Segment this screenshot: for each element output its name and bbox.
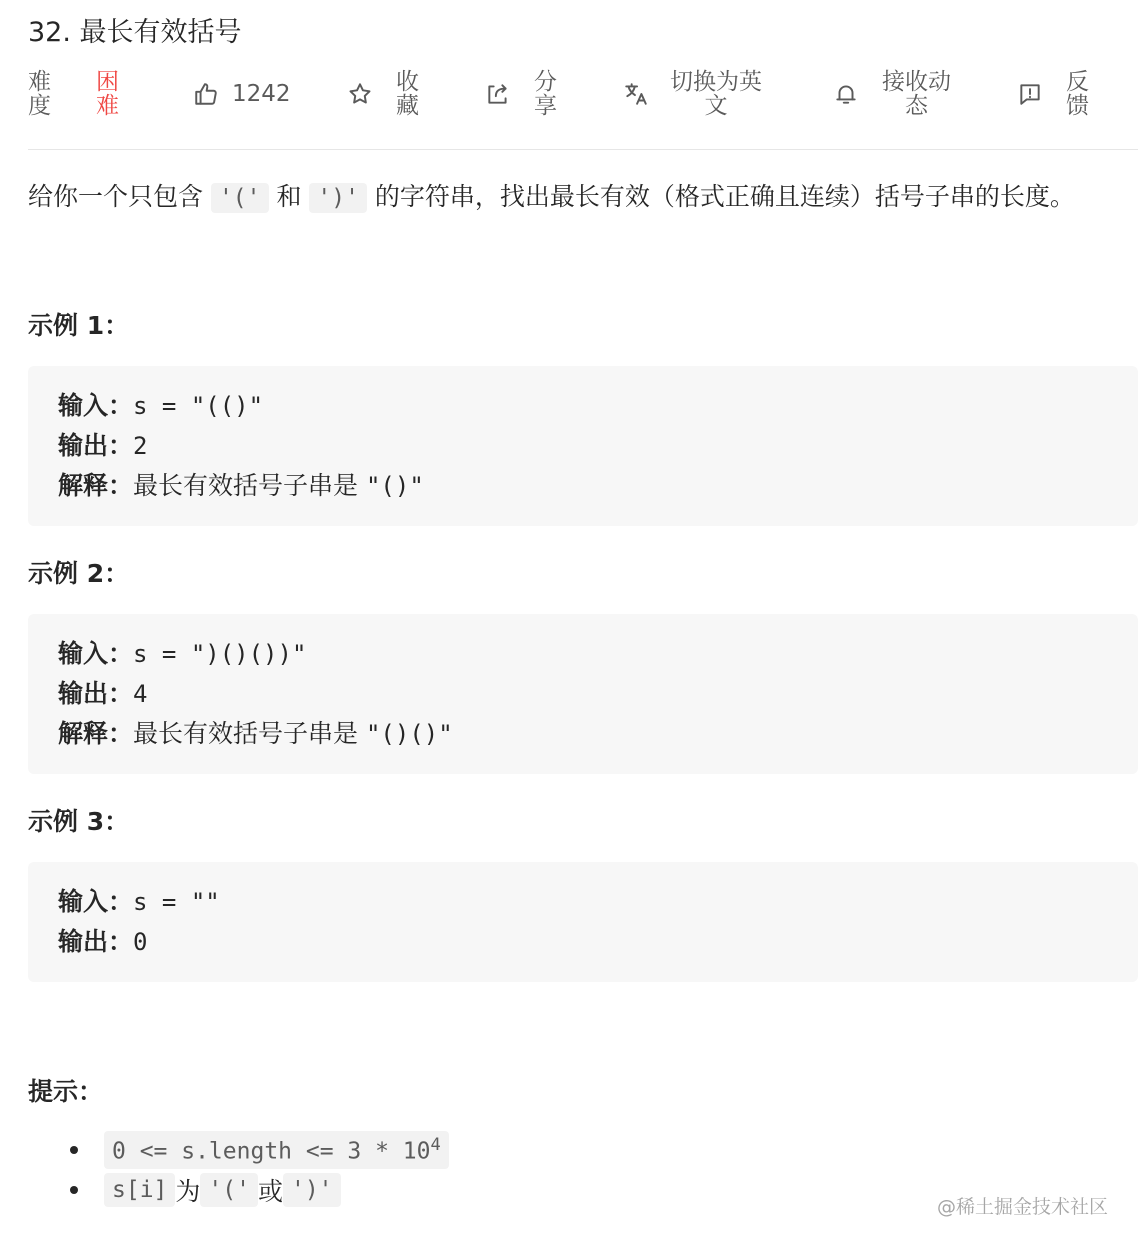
- hints-list: [70, 1130, 449, 1210]
- example-1-explain-label: 解释：: [58, 471, 134, 500]
- share-label-line1: 分: [534, 69, 557, 95]
- hint-2-code-1: s[i]: [104, 1173, 175, 1207]
- example-2-output-label: 输出：: [58, 679, 134, 708]
- watermark: @稀土掘金技术社区: [936, 1196, 1108, 1218]
- thumbs-up-icon: [192, 80, 220, 108]
- description-text-3: 的字符串，找出最长有效（格式正确且连续）括号子串的长度。: [366, 182, 1075, 211]
- example-2-explain-text: 最长有效括号子串是: [133, 719, 366, 748]
- example-2-input-line: [58, 634, 1108, 674]
- description-text-1: 给你一个只包含: [28, 182, 211, 211]
- collect-button[interactable]: [346, 66, 419, 122]
- share-label-line2: 享: [534, 93, 557, 119]
- example-2-output-line: [58, 674, 1108, 714]
- example-2-output-value: 4: [133, 680, 148, 708]
- example-3-output-label: 输出：: [58, 927, 134, 956]
- example-3-output-value: 0: [133, 928, 148, 956]
- example-2-explain-code: "()()": [365, 720, 453, 748]
- difficulty-value-line1: 困: [96, 69, 119, 95]
- like-count: 1242: [232, 81, 291, 107]
- like-button[interactable]: [192, 66, 291, 122]
- example-2-explain-label: 解释：: [58, 719, 134, 748]
- example-1-output-label: 输出：: [58, 431, 134, 460]
- header-divider: [28, 149, 1138, 150]
- hint-1-code: [104, 1131, 449, 1169]
- example-3-box: [28, 862, 1138, 982]
- description-code-open-paren: '(': [211, 183, 269, 213]
- example-1-input-label: 输入：: [58, 391, 134, 420]
- example-3-input-label: 输入：: [58, 887, 134, 916]
- example-2-box: [28, 614, 1138, 774]
- example-1-output-value: 2: [133, 432, 148, 460]
- description-text-2: 和: [268, 182, 310, 211]
- example-3-input-line: [58, 882, 1108, 922]
- share-icon: [484, 80, 512, 108]
- hint-2-code-3: ')': [283, 1173, 341, 1207]
- subscribe-button[interactable]: [832, 66, 951, 122]
- feedback-label-line1: 反: [1066, 69, 1089, 95]
- difficulty-value-line2: 难: [96, 93, 119, 119]
- difficulty-label-line1: 难: [28, 69, 51, 95]
- translate-icon: [622, 80, 650, 108]
- translate-button[interactable]: [622, 66, 762, 122]
- list-item: [70, 1170, 449, 1210]
- difficulty-label: [28, 66, 51, 122]
- collect-label-line1: 收: [396, 69, 419, 95]
- hint-1-exponent: 4: [430, 1135, 441, 1156]
- list-item: [70, 1130, 449, 1170]
- feedback-icon: [1016, 80, 1044, 108]
- example-2-input-label: 输入：: [58, 639, 134, 668]
- example-3-output-line: [58, 922, 1108, 962]
- example-1-explain-line: [58, 466, 1108, 506]
- difficulty-badge: [96, 66, 119, 122]
- bell-icon: [832, 80, 860, 108]
- problem-toolbar: [28, 66, 1136, 122]
- hint-1-code-text: 0 <= s.length <= 3 * 10: [112, 1138, 431, 1165]
- example-1-input-value: s = "(()": [133, 392, 264, 420]
- translate-label-line1: 切换为英: [670, 69, 762, 95]
- subscribe-label-line2: 态: [905, 93, 928, 119]
- example-1-explain-code: "()": [365, 472, 424, 500]
- feedback-button[interactable]: [1016, 66, 1089, 122]
- problem-description: [28, 178, 1075, 217]
- example-1-output-line: [58, 426, 1108, 466]
- hint-2-text-2: 或: [257, 1177, 283, 1206]
- hint-2-text-1: 为: [175, 1177, 201, 1206]
- translate-label-line2: 文: [704, 93, 728, 119]
- bullet-icon: [70, 1186, 78, 1194]
- difficulty-label-line2: 度: [28, 93, 51, 119]
- example-1-heading: 示例 1：: [28, 311, 130, 340]
- example-2-heading: 示例 2：: [28, 559, 130, 588]
- star-icon: [346, 80, 374, 108]
- example-1-explain-text: 最长有效括号子串是: [133, 471, 366, 500]
- collect-label-line2: 藏: [396, 93, 419, 119]
- example-3-heading: 示例 3：: [28, 807, 130, 836]
- example-1-box: [28, 366, 1138, 526]
- example-2-input-value: s = ")()())": [133, 640, 307, 668]
- bullet-icon: [70, 1146, 78, 1154]
- example-1-input-line: [58, 386, 1108, 426]
- example-3-input-value: s = "": [133, 888, 220, 916]
- hints-heading: 提示：: [28, 1077, 104, 1106]
- share-button[interactable]: [484, 66, 557, 122]
- description-code-close-paren: ')': [309, 183, 367, 213]
- feedback-label-line2: 馈: [1066, 93, 1089, 119]
- example-2-explain-line: [58, 714, 1108, 754]
- hint-2-code-2: '(': [200, 1173, 258, 1207]
- problem-title: 32. 最长有效括号: [28, 17, 242, 48]
- subscribe-label-line1: 接收动: [882, 69, 951, 95]
